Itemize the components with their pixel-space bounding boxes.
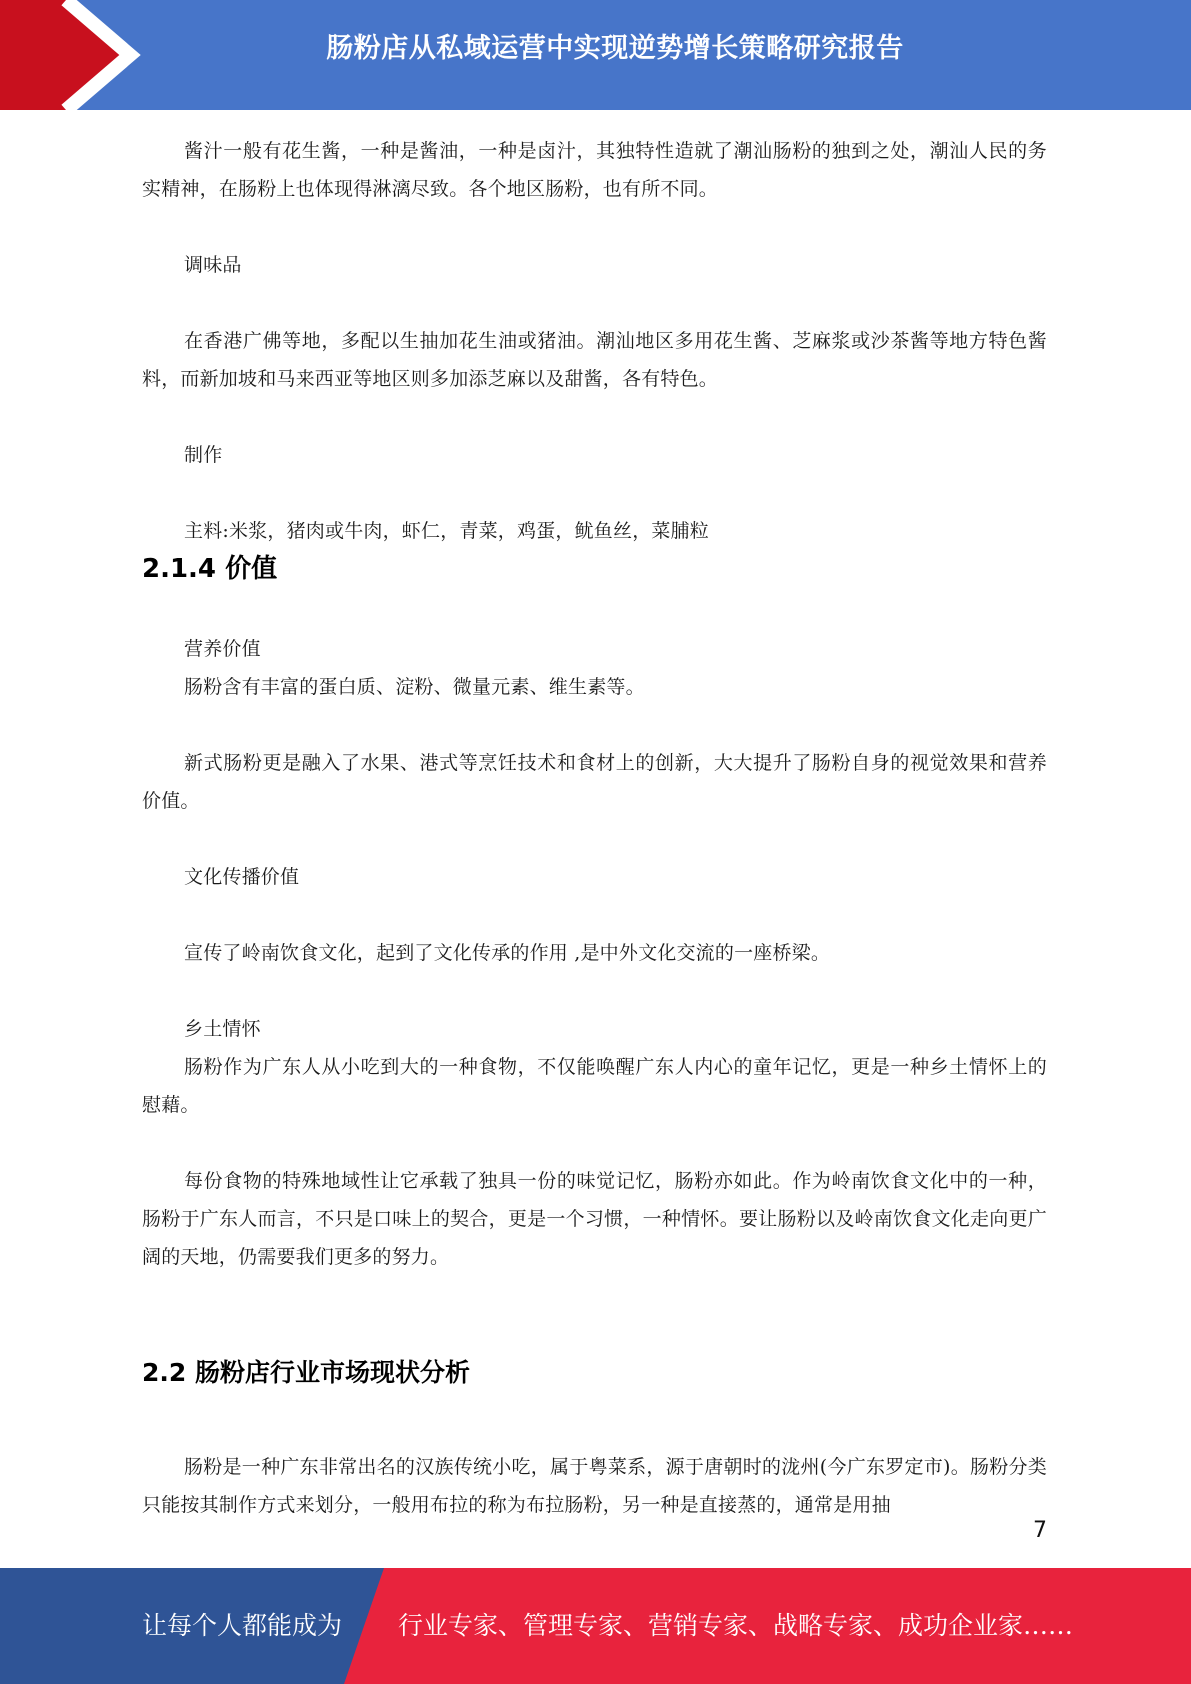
header-chevron-icon [0,0,160,110]
paragraph-seasoning: 在香港广佛等地，多配以生抽加花生油或猪油。潮汕地区多用花生酱、芝麻浆或沙茶酱等地方特色酱料，而新加坡和马来西亚等地区则多加添芝麻以及甜酱，各有特色。 [142,330,1047,390]
paragraph-hometown: 肠粉作为广东人从小吃到大的一种食物，不仅能唤醒广东人内心的童年记忆，更是一种乡土情怀上的慰藉。 [142,1056,1047,1116]
page-footer [0,1568,1191,1684]
section-heading-value: 2.1.4 价值 [142,554,278,584]
label-making: 制作 [184,444,223,466]
paragraph-nutrition: 肠粉含有丰富的蛋白质、淀粉、微量元素、维生素等。 [184,676,645,698]
label-hometown: 乡土情怀 [184,1018,261,1040]
paragraph-market: 肠粉是一种广东非常出名的汉族传统小吃，属于粤菜系，源于唐朝时的泷州(今广东罗定市)。肠粉分类只能按其制作方式来划分，一般用布拉的称为布拉肠粉，另一种是直接蒸的，通常是用抽 [142,1456,1047,1516]
section-heading-market: 2.2 肠粉店行业市场现状分析 [142,1358,470,1387]
label-culture: 文化传播价值 [184,866,300,888]
footer-slogan-right: 行业专家、管理专家、营销专家、战略专家、成功企业家…… [398,1611,1074,1640]
page-number: 7 [1033,1518,1047,1543]
paragraph-sauce: 酱汁一般有花生酱，一种是酱油，一种是卤汁，其独特性造就了潮汕肠粉的独到之处，潮汕人民的务实精神，在肠粉上也体现得淋漓尽致。各个地区肠粉，也有所不同。 [142,140,1047,200]
paragraph-memory: 每份食物的特殊地域性让它承载了独具一份的味觉记忆，肠粉亦如此。作为岭南饮食文化中的一种，肠粉于广东人而言，不只是口味上的契合，更是一个习惯，一种情怀。要让肠粉以及岭南饮食文化走向更广阔的天地，仍需要我们更多的努力。 [142,1170,1047,1268]
paragraph-culture: 宣传了岭南饮食文化，起到了文化传承的作用 ,是中外文化交流的一座桥梁。 [184,942,831,964]
paragraph-new-style: 新式肠粉更是融入了水果、港式等烹饪技术和食材上的创新，大大提升了肠粉自身的视觉效果和营养价值。 [142,752,1047,812]
label-seasoning: 调味品 [184,254,242,276]
footer-slogan-left: 让每个人都能成为 [142,1611,343,1640]
label-nutrition: 营养价值 [184,638,261,660]
paragraph-ingredients: 主料:米浆，猪肉或牛肉，虾仁，青菜，鸡蛋，鱿鱼丝，菜脯粒 [184,520,710,542]
page-header [0,0,1191,110]
report-title: 肠粉店从私域运营中实现逆势增长策略研究报告 [326,33,904,64]
